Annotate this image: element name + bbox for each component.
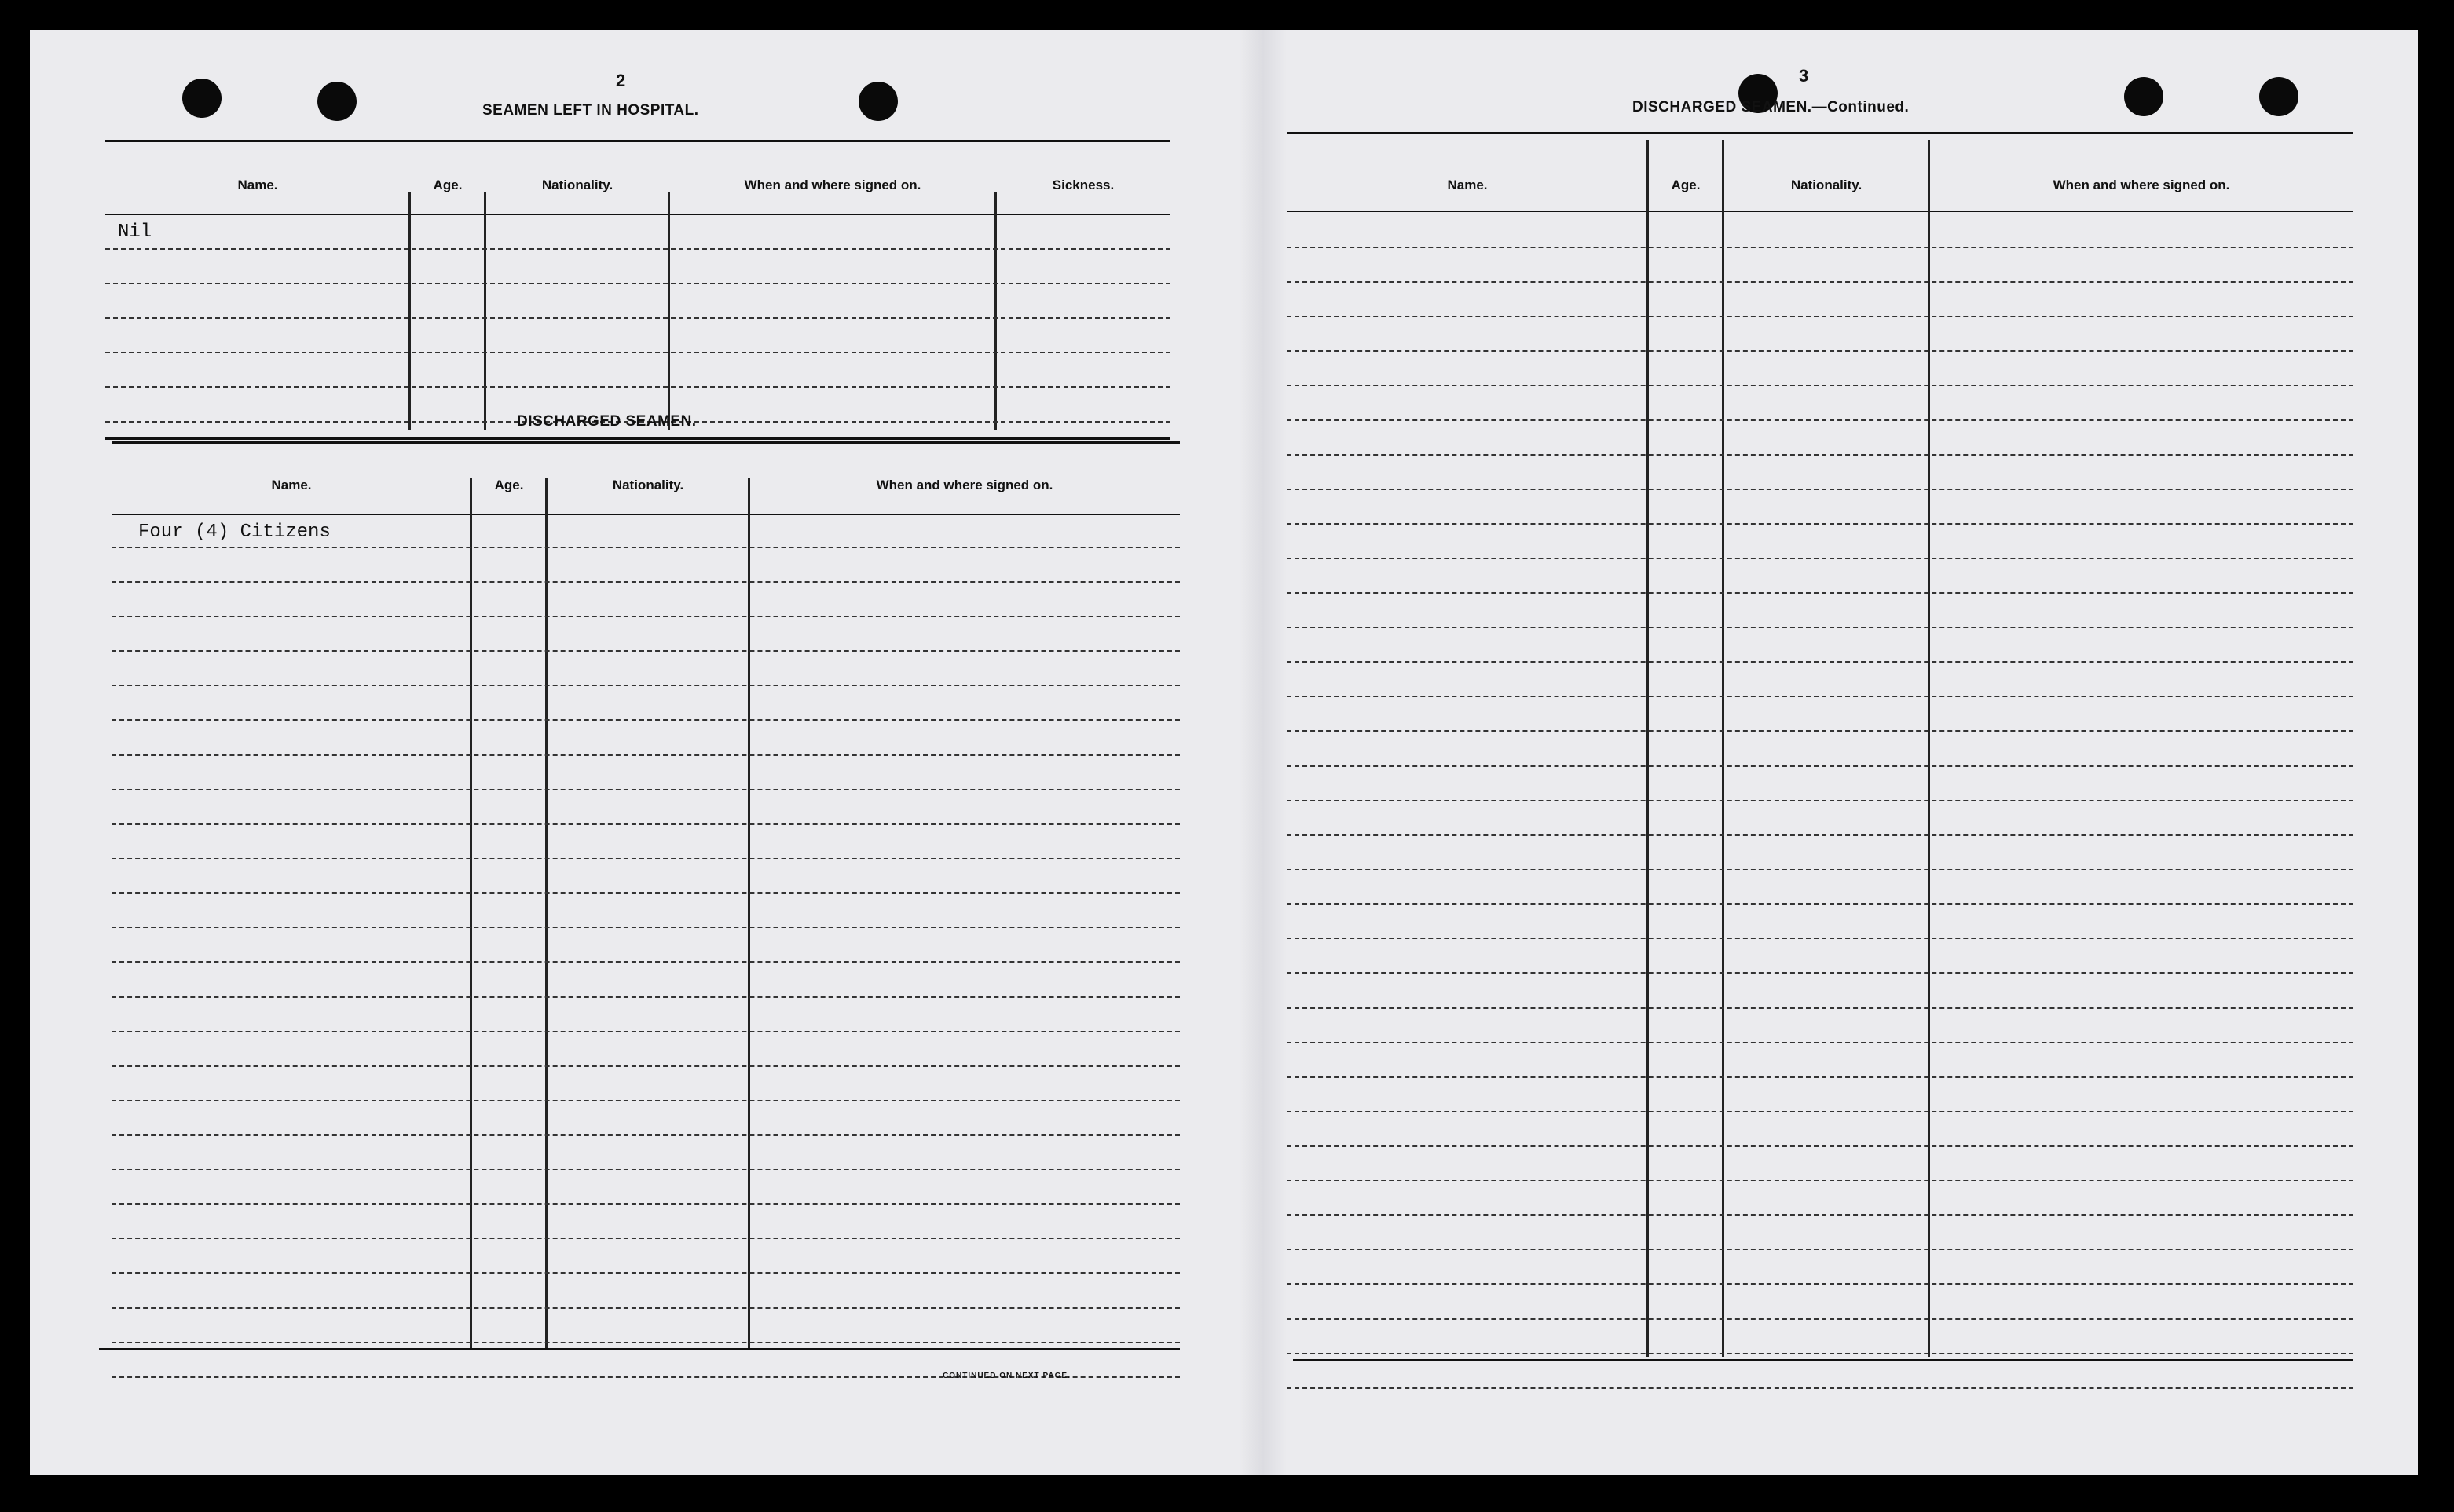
ruled-line <box>1287 350 2353 352</box>
ruled-line <box>105 283 1170 284</box>
ruled-line <box>1287 592 2353 594</box>
ruled-line <box>112 581 1180 583</box>
ruled-line <box>1287 627 2353 628</box>
punch-hole <box>2259 77 2298 116</box>
ruled-line <box>112 961 1180 963</box>
column-header: Age. <box>494 478 524 492</box>
punch-hole <box>859 82 898 121</box>
ruled-line <box>112 789 1180 790</box>
column-divider <box>484 192 486 430</box>
column-header: Nationality. <box>541 178 614 192</box>
ruled-line <box>105 248 1170 250</box>
ruled-line <box>112 927 1180 928</box>
ruled-line <box>112 823 1180 825</box>
column-header: Name. <box>1447 178 1488 192</box>
ruled-line <box>112 685 1180 686</box>
ruled-line <box>112 1307 1180 1309</box>
column-header: Name. <box>237 178 278 192</box>
ruled-line <box>112 547 1180 548</box>
ruled-line <box>1287 247 2353 248</box>
ruled-line <box>1287 1145 2353 1147</box>
ruled-line <box>1287 834 2353 836</box>
discharged-section-title: DISCHARGED SEAMEN. <box>517 413 697 430</box>
ruled-line <box>112 1100 1180 1101</box>
ruled-line <box>1287 1076 2353 1078</box>
section-divider <box>105 437 1170 440</box>
column-header: Age. <box>1671 178 1701 192</box>
hospital-entry: Nil <box>118 221 152 243</box>
ruled-line <box>112 1169 1180 1170</box>
punch-hole <box>182 79 222 118</box>
header-rule <box>112 514 1180 515</box>
ruled-line <box>112 1272 1180 1274</box>
punch-hole <box>2124 77 2163 116</box>
ruled-line <box>112 719 1180 721</box>
discharged-continued-table <box>1287 132 2353 1392</box>
punch-hole <box>317 82 357 121</box>
column-header: When and where signed on. <box>876 478 1053 492</box>
column-divider <box>994 192 997 430</box>
column-divider <box>470 478 472 1349</box>
column-header: Age. <box>433 178 463 192</box>
ruled-line <box>1287 281 2353 283</box>
ruled-line <box>1287 765 2353 767</box>
ruled-line <box>112 1342 1180 1343</box>
column-divider <box>1928 140 1930 1357</box>
ruled-line <box>1287 800 2353 801</box>
header-rule <box>1287 211 2353 212</box>
ruled-line <box>1287 489 2353 490</box>
ruled-line <box>1287 1283 2353 1285</box>
discharged-table <box>112 441 1180 1392</box>
ruled-line <box>112 1134 1180 1136</box>
ruled-line <box>112 996 1180 998</box>
ruled-line <box>1287 385 2353 386</box>
table-bottom-rule <box>99 1348 1180 1350</box>
ruled-line <box>1287 938 2353 939</box>
ruled-line <box>112 754 1180 756</box>
right-section-title: DISCHARGED SEAMEN.—Continued. <box>1632 99 1910 115</box>
ruled-line <box>1287 558 2353 559</box>
ruled-line <box>1287 1353 2353 1354</box>
hospital-section-title: SEAMEN LEFT IN HOSPITAL. <box>482 102 699 119</box>
table-top-rule <box>105 140 1170 142</box>
ruled-line <box>112 858 1180 859</box>
ruled-line <box>112 892 1180 894</box>
ruled-line <box>1287 1111 2353 1112</box>
ruled-line <box>1287 661 2353 663</box>
ruled-line <box>1287 419 2353 421</box>
page-number-right: 3 <box>1799 66 1809 86</box>
ruled-line <box>1287 523 2353 525</box>
ruled-line <box>1287 696 2353 697</box>
ruled-line <box>112 650 1180 652</box>
ruled-line <box>1287 1214 2353 1216</box>
ruled-line <box>1287 454 2353 456</box>
ruled-line <box>112 1238 1180 1239</box>
column-divider <box>748 478 750 1349</box>
column-divider <box>408 192 411 430</box>
column-divider <box>545 478 548 1349</box>
ruled-line <box>1287 903 2353 905</box>
ruled-line <box>105 317 1170 319</box>
ruled-line <box>1287 1042 2353 1043</box>
discharged-entry: Four (4) Citizens <box>138 522 331 543</box>
ruled-line <box>112 616 1180 617</box>
column-divider <box>668 192 670 430</box>
table-bottom-rule <box>1293 1359 2353 1361</box>
table-top-rule <box>112 441 1180 444</box>
ruled-line <box>1287 1007 2353 1009</box>
hospital-table <box>105 140 1170 438</box>
column-divider <box>1646 140 1649 1357</box>
column-header: Sickness. <box>1052 178 1115 192</box>
column-header: Name. <box>271 478 312 492</box>
column-header: Nationality. <box>1790 178 1862 192</box>
ruled-line <box>1287 730 2353 732</box>
ruled-line <box>105 386 1170 388</box>
ruled-line <box>112 1031 1180 1032</box>
page-number-left: 2 <box>616 71 626 90</box>
ruled-line <box>1287 1180 2353 1181</box>
ruled-line <box>1287 316 2353 317</box>
header-rule <box>105 214 1170 215</box>
ruled-line <box>112 1065 1180 1067</box>
table-top-rule <box>1287 132 2353 134</box>
ruled-line <box>1287 972 2353 974</box>
ruled-line <box>1287 1387 2353 1389</box>
continued-note: CONTINUED ON NEXT PAGE. <box>943 1371 1071 1380</box>
page-fold <box>1240 30 1287 1475</box>
column-header: When and where signed on. <box>2053 178 2230 192</box>
column-divider <box>1722 140 1724 1357</box>
ruled-line <box>112 1203 1180 1205</box>
ruled-line <box>1287 869 2353 870</box>
ruled-line <box>105 352 1170 353</box>
column-header: Nationality. <box>612 478 684 492</box>
document-sheet <box>30 30 2418 1475</box>
ruled-line <box>1287 1249 2353 1250</box>
ruled-line <box>1287 1318 2353 1320</box>
column-header: When and where signed on. <box>744 178 921 192</box>
